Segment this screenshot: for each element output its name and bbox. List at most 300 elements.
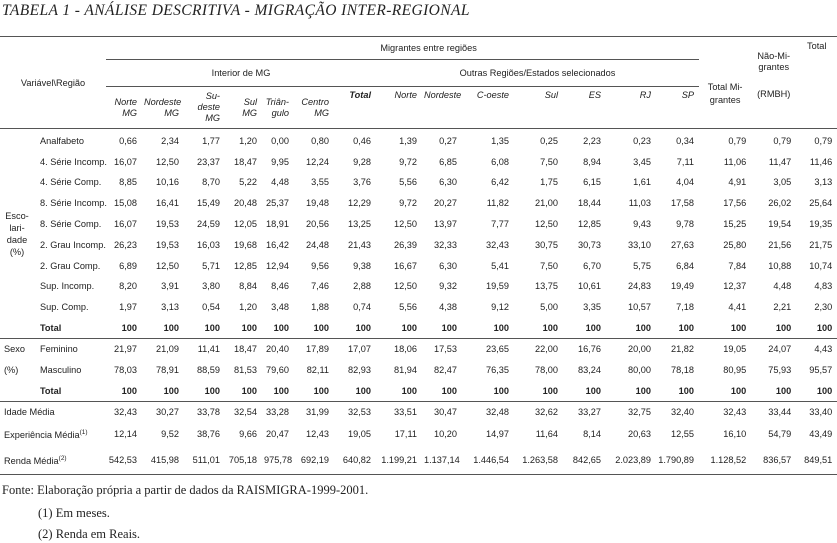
value-cell: 100 [441, 322, 457, 333]
value-cell: 3,48 [271, 302, 289, 313]
value-cell: 415,98 [150, 455, 179, 466]
value-cell: 2,21 [773, 302, 792, 313]
total-row [0, 318, 837, 339]
migrantes-entre-regioes-header: Migrantes entre regiões [380, 43, 477, 53]
value-cell: 9,43 [633, 219, 651, 230]
value-cell: 31,99 [306, 407, 329, 418]
value-cell: 5,41 [491, 260, 509, 271]
value-cell: 705,18 [228, 455, 257, 466]
value-cell: 1,20 [239, 135, 257, 146]
value-cell: 20,63 [628, 429, 651, 440]
value-cell: 1,97 [119, 302, 137, 313]
value-cell: 43,49 [809, 429, 833, 440]
value-cell: 19,54 [768, 219, 792, 230]
col-sudeste-mg: Su-deste MG [184, 87, 225, 129]
value-cell: 100 [204, 322, 220, 333]
value-cell: 100 [355, 322, 371, 333]
value-cell: 25,64 [809, 198, 833, 209]
value-cell: 100 [355, 385, 371, 396]
value-cell: 100 [241, 385, 257, 396]
value-cell: 100 [441, 385, 457, 396]
value-cell: 4,41 [728, 302, 747, 313]
value-cell: 6,89 [119, 260, 137, 271]
table-body [0, 129, 837, 475]
value-cell: 76,35 [486, 364, 509, 375]
value-cell: 12,29 [348, 198, 371, 209]
value-cell: 33,27 [578, 407, 601, 418]
value-cell: 100 [273, 385, 289, 396]
value-cell: 9,52 [161, 429, 179, 440]
value-cell: 81,53 [234, 364, 257, 375]
value-cell: 14,97 [486, 429, 509, 440]
value-cell: 6,42 [491, 177, 509, 188]
value-cell: 16,10 [723, 429, 747, 440]
value-cell: 9,12 [491, 302, 509, 313]
value-cell: 82,47 [434, 364, 457, 375]
value-cell: 0,74 [353, 302, 371, 313]
col-coeste: C-oeste [462, 87, 514, 129]
value-cell: 511,01 [192, 455, 220, 466]
value-cell: 9,72 [399, 156, 417, 167]
value-cell: 12,14 [114, 429, 137, 440]
value-cell: 32,43 [486, 239, 509, 250]
value-cell: 8,70 [202, 177, 220, 188]
value-cell: 100 [775, 322, 792, 333]
value-cell: 19,35 [809, 219, 833, 230]
col-norte-mg: Norte MG [106, 87, 142, 129]
value-cell: 81,94 [394, 364, 417, 375]
value-cell: 21,75 [809, 239, 833, 250]
value-cell: 18,47 [234, 156, 257, 167]
col-centro-mg: Centro MG [294, 87, 334, 129]
value-cell: 0,79 [814, 135, 833, 146]
table-row [0, 172, 837, 193]
value-cell: 3,91 [161, 281, 179, 292]
value-cell: 12,50 [156, 156, 179, 167]
value-cell: 12,50 [535, 219, 558, 230]
table-row [0, 131, 837, 152]
value-cell: 22,00 [535, 344, 558, 355]
value-cell: 23,65 [486, 344, 509, 355]
value-cell: 19,49 [671, 281, 694, 292]
value-cell: 12,43 [306, 429, 329, 440]
value-cell: 4,48 [773, 281, 792, 292]
value-cell: 10,61 [578, 281, 601, 292]
value-cell: 7,50 [540, 260, 558, 271]
value-cell: 1.263,58 [522, 455, 558, 466]
value-cell: 4,91 [728, 177, 747, 188]
value-cell: 21,56 [768, 239, 792, 250]
table-row [0, 255, 837, 276]
value-cell: 100 [273, 322, 289, 333]
value-cell: 3,35 [583, 302, 601, 313]
value-cell: 100 [678, 385, 694, 396]
table-row [0, 297, 837, 318]
interior-mg-header: Interior de MG [106, 60, 376, 87]
value-cell: 16,07 [114, 219, 137, 230]
value-cell: 3,13 [161, 302, 179, 313]
value-cell: 0,46 [353, 135, 371, 146]
value-cell: 5,56 [399, 302, 417, 313]
row-label: Feminino [40, 344, 78, 355]
value-cell: 9,38 [353, 260, 371, 271]
value-cell: 17,89 [306, 344, 329, 355]
value-cell: 4,48 [271, 177, 289, 188]
row-label: Total [40, 322, 62, 333]
value-cell: 0,80 [311, 135, 329, 146]
value-cell: 0,79 [773, 135, 792, 146]
value-cell: 15,08 [114, 198, 137, 209]
value-cell: 20,47 [266, 429, 289, 440]
source-note: Fonte: Elaboração própria a partir de dados da RAISMIGRA-1999-2001. [2, 483, 369, 497]
value-cell: 3,05 [773, 177, 792, 188]
value-cell: 0,66 [119, 135, 137, 146]
value-cell: 9,32 [439, 281, 457, 292]
table-row [0, 214, 837, 235]
row-label: Renda Média$^{(2)}$ [4, 454, 67, 466]
value-cell: 100 [493, 322, 509, 333]
footnote-marker: (1) [79, 428, 88, 436]
escolaridade-group-label: Esco- lari- dade (%) [5, 211, 29, 258]
value-cell: 32,40 [671, 407, 694, 418]
col-sul: Sul [514, 87, 563, 129]
value-cell: 9,72 [399, 198, 417, 209]
value-cell: 7,11 [676, 156, 694, 167]
idade-row [0, 401, 837, 422]
row-label: Masculino [40, 364, 82, 375]
table-row [0, 359, 837, 380]
value-cell: 32,48 [486, 407, 509, 418]
value-cell: 3,80 [202, 281, 220, 292]
value-cell: 24,83 [628, 281, 651, 292]
value-cell: 100 [313, 322, 329, 333]
value-cell: 32,53 [348, 407, 371, 418]
footnote-marker: (2) [58, 454, 67, 462]
value-cell: 21,00 [535, 198, 558, 209]
value-cell: 13,97 [434, 219, 457, 230]
value-cell: 1,88 [311, 302, 329, 313]
value-cell: 20,48 [234, 198, 257, 209]
row-label: 2. Grau Incomp. [40, 239, 106, 250]
value-cell: 15,25 [723, 219, 747, 230]
row-label: 4. Série Comp. [40, 177, 102, 188]
table-row [0, 234, 837, 255]
value-cell: 7,46 [311, 281, 329, 292]
value-cell: 12,50 [156, 260, 179, 271]
value-cell: 95,57 [809, 364, 833, 375]
row-label: 2. Grau Comp. [40, 260, 101, 271]
value-cell: 21,82 [671, 344, 694, 355]
value-cell: 8,84 [239, 281, 257, 292]
value-cell: 82,11 [306, 364, 329, 375]
value-cell: 9,95 [271, 156, 289, 167]
outras-regioes-header: Outras Regiões/Estados selecionados [376, 60, 699, 87]
col-triangulo: Triân- gulo [262, 87, 294, 129]
value-cell: 100 [775, 385, 792, 396]
value-cell: 4,38 [439, 302, 457, 313]
value-cell: 3,55 [311, 177, 329, 188]
row-label: 8. Série Incomp. [40, 198, 107, 209]
value-cell: 19,53 [156, 219, 179, 230]
table-title: TABELA 1 - ANÁLISE DESCRITIVA - MIGRAÇÃO INTER-REGIONAL [2, 2, 470, 19]
value-cell: 100 [542, 322, 558, 333]
total-row [0, 380, 837, 401]
value-cell: 3,13 [814, 177, 833, 188]
value-cell: 33,40 [809, 407, 833, 418]
value-cell: 100 [730, 385, 747, 396]
value-cell: 1.790,89 [658, 455, 694, 466]
value-cell: 16,76 [578, 344, 601, 355]
value-cell: 33,78 [197, 407, 220, 418]
value-cell: 4,43 [814, 344, 833, 355]
value-cell: 1,39 [399, 135, 417, 146]
rmbh-header: (RMBH) [757, 88, 791, 99]
value-cell: 5,75 [633, 260, 651, 271]
value-cell: 13,25 [348, 219, 371, 230]
value-cell: 100 [585, 322, 601, 333]
col-nordeste: Nordeste [422, 87, 462, 129]
value-cell: 6,70 [583, 260, 601, 271]
value-cell: 32,75 [628, 407, 651, 418]
value-cell: 18,91 [266, 219, 289, 230]
value-cell: 79,60 [266, 364, 289, 375]
value-cell: 3,76 [353, 177, 371, 188]
value-cell: 54,79 [768, 429, 792, 440]
value-cell: 6,30 [439, 260, 457, 271]
value-cell: 1.137,14 [424, 455, 460, 466]
value-cell: 100 [121, 322, 137, 333]
value-cell: 975,78 [264, 455, 293, 466]
row-label: 8. Série Comp. [40, 219, 102, 230]
value-cell: 16,03 [197, 239, 220, 250]
row-label: Analfabeto [40, 135, 84, 146]
value-cell: 38,76 [197, 429, 220, 440]
col-norte: Norte [376, 87, 422, 129]
value-cell: 80,95 [723, 364, 747, 375]
value-cell: 17,11 [394, 429, 417, 440]
col-total-mg: Total [334, 87, 376, 129]
value-cell: 15,49 [197, 198, 220, 209]
value-cell: 12,55 [671, 429, 694, 440]
value-cell: 12,94 [266, 260, 289, 271]
value-cell: 33,28 [266, 407, 289, 418]
value-cell: 1,35 [491, 135, 509, 146]
value-cell: 18,06 [394, 344, 417, 355]
value-cell: 80,00 [628, 364, 651, 375]
value-cell: 21,43 [348, 239, 371, 250]
value-cell: 100 [401, 385, 417, 396]
value-cell: 10,57 [628, 302, 651, 313]
row-label: Sup. Incomp. [40, 281, 95, 292]
value-cell: 33,44 [768, 407, 792, 418]
col-es: ES [563, 87, 606, 129]
value-cell: 100 [542, 385, 558, 396]
value-cell: 11,82 [486, 198, 509, 209]
variable-region-header: Variável\Região [20, 77, 86, 88]
sexo-percent-label: (%) [4, 364, 19, 375]
value-cell: 11,46 [809, 156, 833, 167]
value-cell: 9,28 [353, 156, 371, 167]
value-cell: 12,50 [394, 281, 417, 292]
value-cell: 100 [635, 385, 651, 396]
value-cell: 10,74 [809, 260, 833, 271]
value-cell: 1.446,54 [473, 455, 509, 466]
table-row [0, 151, 837, 172]
value-cell: 7,84 [728, 260, 747, 271]
value-cell: 12,24 [306, 156, 329, 167]
value-cell: 10,20 [434, 429, 457, 440]
value-cell: 23,37 [197, 156, 220, 167]
table-row [0, 338, 837, 359]
value-cell: 18,44 [578, 198, 601, 209]
value-cell: 30,73 [578, 239, 601, 250]
value-cell: 100 [163, 322, 179, 333]
nao-migrantes-header: Não-Mi- grantes [757, 50, 791, 72]
value-cell: 20,27 [434, 198, 457, 209]
value-cell: 19,68 [234, 239, 257, 250]
value-cell: 1,61 [633, 177, 651, 188]
value-cell: 7,50 [540, 156, 558, 167]
value-cell: 100 [635, 322, 651, 333]
value-cell: 17,56 [723, 198, 747, 209]
value-cell: 33,10 [628, 239, 651, 250]
value-cell: 88,59 [197, 364, 220, 375]
total-column-header: Total [807, 41, 827, 51]
value-cell: 9,66 [239, 429, 257, 440]
value-cell: 6,85 [439, 156, 457, 167]
col-sp: SP [656, 87, 699, 129]
value-cell: 100 [678, 322, 694, 333]
value-cell: 836,57 [763, 455, 792, 466]
value-cell: 849,51 [804, 455, 833, 466]
value-cell: 12,05 [234, 219, 257, 230]
value-cell: 2.023,89 [615, 455, 651, 466]
value-cell: 16,67 [394, 260, 417, 271]
value-cell: 2,34 [161, 135, 179, 146]
value-cell: 26,23 [114, 239, 137, 250]
value-cell: 6,08 [491, 156, 509, 167]
value-cell: 11,06 [723, 156, 747, 167]
value-cell: 24,48 [306, 239, 329, 250]
value-cell: 21,09 [156, 344, 179, 355]
value-cell: 2,88 [353, 281, 371, 292]
value-cell: 11,64 [535, 429, 558, 440]
value-cell: 17,53 [434, 344, 457, 355]
value-cell: 8,46 [271, 281, 289, 292]
value-cell: 24,59 [197, 219, 220, 230]
row-label: Experiência Média$^{(1)}$ [4, 428, 88, 440]
value-cell: 5,22 [239, 177, 257, 188]
value-cell: 0,79 [728, 135, 747, 146]
value-cell: 0,23 [633, 135, 651, 146]
renda-row [0, 446, 837, 474]
value-cell: 1,77 [202, 135, 220, 146]
value-cell: 20,00 [628, 344, 651, 355]
value-cell: 25,37 [266, 198, 289, 209]
row-label: Total [40, 385, 62, 396]
value-cell: 78,00 [535, 364, 558, 375]
value-cell: 6,84 [676, 260, 694, 271]
sexo-group-label: Sexo [4, 344, 25, 355]
row-label: Idade Média [4, 407, 55, 418]
value-cell: 1,75 [540, 177, 558, 188]
value-cell: 6,15 [583, 177, 601, 188]
value-cell: 10,16 [156, 177, 179, 188]
value-cell: 78,91 [156, 364, 179, 375]
value-cell: 6,30 [439, 177, 457, 188]
col-rj: RJ [606, 87, 656, 129]
value-cell: 100 [730, 322, 747, 333]
value-cell: 19,05 [723, 344, 747, 355]
value-cell: 100 [401, 322, 417, 333]
value-cell: 30,47 [434, 407, 457, 418]
value-cell: 12,85 [234, 260, 257, 271]
value-cell: 11,41 [197, 344, 220, 355]
value-cell: 11,47 [768, 156, 792, 167]
value-cell: 0,54 [202, 302, 220, 313]
value-cell: 100 [493, 385, 509, 396]
value-cell: 78,18 [671, 364, 694, 375]
value-cell: 19,05 [348, 429, 371, 440]
value-cell: 542,53 [108, 455, 137, 466]
value-cell: 8,94 [583, 156, 601, 167]
value-cell: 16,41 [156, 198, 179, 209]
descriptive-table [0, 36, 837, 475]
value-cell: 82,93 [348, 364, 371, 375]
value-cell: 100 [585, 385, 601, 396]
value-cell: 30,27 [156, 407, 179, 418]
value-cell: 100 [204, 385, 220, 396]
table-row [0, 193, 837, 214]
value-cell: 75,93 [768, 364, 792, 375]
value-cell: 8,20 [119, 281, 137, 292]
value-cell: 30,75 [535, 239, 558, 250]
value-cell: 26,39 [394, 239, 417, 250]
value-cell: 100 [816, 322, 833, 333]
value-cell: 3,45 [633, 156, 651, 167]
value-cell: 7,18 [676, 302, 694, 313]
value-cell: 32,33 [434, 239, 457, 250]
value-cell: 10,88 [768, 260, 792, 271]
value-cell: 32,54 [234, 407, 257, 418]
value-cell: 9,78 [676, 219, 694, 230]
value-cell: 692,19 [300, 455, 329, 466]
value-cell: 5,56 [399, 177, 417, 188]
value-cell: 100 [163, 385, 179, 396]
value-cell: 842,65 [572, 455, 601, 466]
value-cell: 2,30 [814, 302, 833, 313]
value-cell: 27,63 [671, 239, 694, 250]
value-cell: 32,43 [114, 407, 137, 418]
value-cell: 26,02 [768, 198, 792, 209]
value-cell: 7,77 [491, 219, 509, 230]
value-cell: 12,85 [578, 219, 601, 230]
value-cell: 24,07 [768, 344, 792, 355]
value-cell: 12,50 [394, 219, 417, 230]
value-cell: 19,53 [156, 239, 179, 250]
value-cell: 1.128,52 [710, 455, 747, 466]
row-label: 4. Série Incomp. [40, 156, 107, 167]
value-cell: 19,48 [306, 198, 329, 209]
experiencia-row [0, 422, 837, 446]
value-cell: 5,00 [540, 302, 558, 313]
value-cell: 33,51 [394, 407, 417, 418]
value-cell: 100 [121, 385, 137, 396]
value-cell: 100 [241, 322, 257, 333]
value-cell: 12,37 [723, 281, 747, 292]
col-sul-mg: Sul MG [225, 87, 262, 129]
value-cell: 1.199,21 [381, 455, 417, 466]
